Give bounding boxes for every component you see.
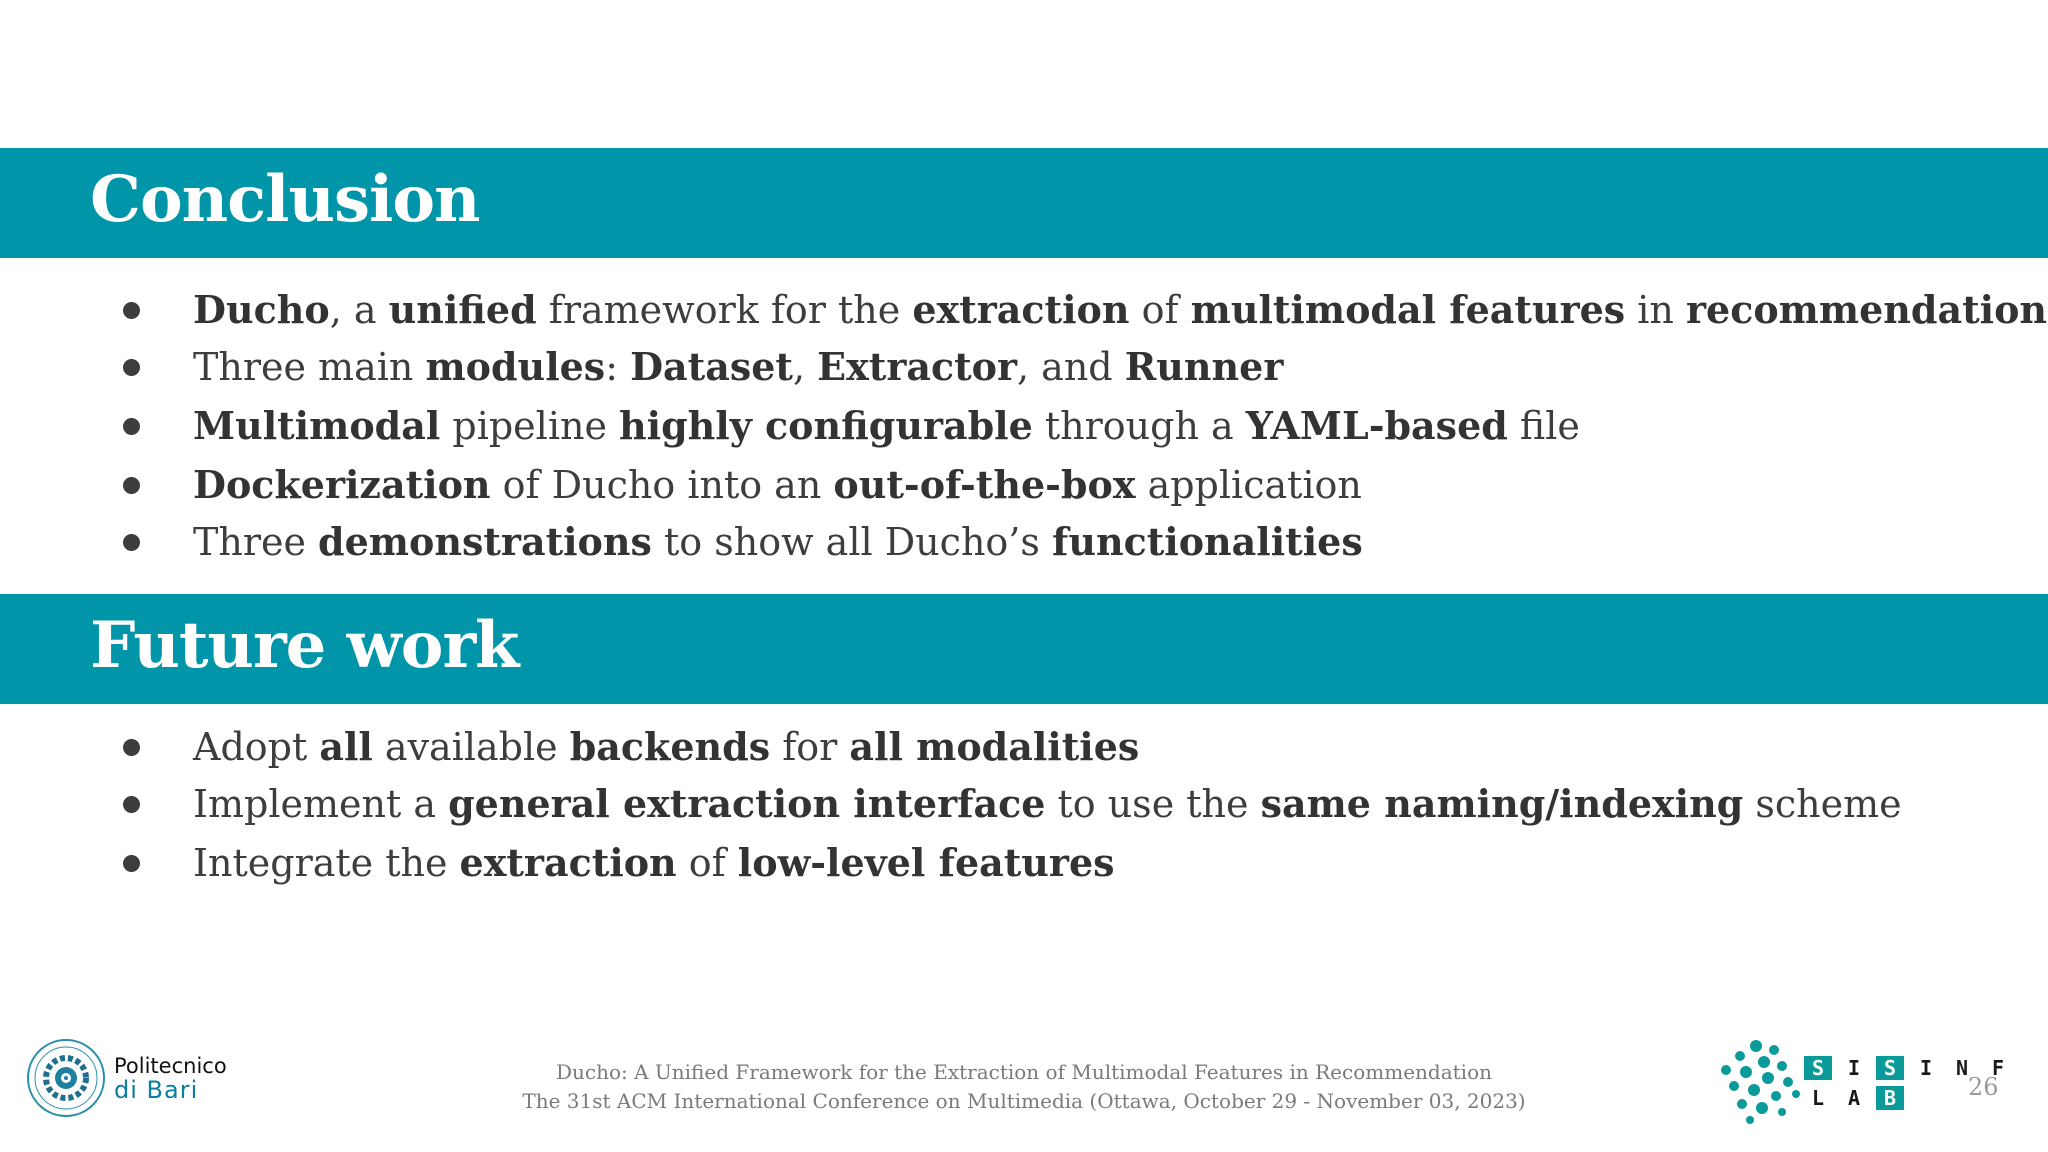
bullet-dot-icon <box>123 739 140 756</box>
bullet-dot-icon <box>123 418 140 435</box>
network-dots-icon <box>1716 1036 1806 1126</box>
lab-letter: L <box>1811 1086 1825 1110</box>
bullet-text: Three main modules: Dataset, Extractor, and Runner <box>193 344 1284 389</box>
bullet-text: Multimodal pipeline highly configurable through a YAML-based file <box>193 403 1580 448</box>
bullet-text: Ducho, a unified framework for the extraction of multimodal features in recommendation <box>193 287 2048 332</box>
lab-letter: B <box>1876 1086 1904 1110</box>
lab-row <box>1804 1086 2020 1112</box>
bullet-dot-icon <box>123 534 140 551</box>
bullet-dot-icon <box>123 855 140 872</box>
bullet-dot-icon <box>123 477 140 494</box>
politecnico-di-bari-logo <box>26 1036 226 1126</box>
page-number: 26 <box>1968 1073 1999 1101</box>
bullet-text: Implement a general extraction interface to use the same naming/indexing scheme <box>193 781 1902 826</box>
bullet-dot-icon <box>123 359 140 376</box>
sisinf-wordmark <box>1804 1056 2020 1116</box>
footer-conference-line: The 31st ACM International Conference on Multimedia (Ottawa, October 29 - November 03, 2023) <box>522 1089 1526 1113</box>
sisinf-letter: F <box>1991 1056 2005 1080</box>
bullet-text: Adopt all available backends for all modalities <box>193 724 1140 769</box>
sisinf-letter: S <box>1876 1056 1904 1080</box>
future-work-title: Future work <box>90 608 519 683</box>
sisinf-letter: S <box>1804 1056 1832 1080</box>
bullet-dot-icon <box>123 796 140 813</box>
politecnico-line2: di Bari <box>114 1076 199 1104</box>
politecnico-wordmark <box>114 1054 227 1102</box>
sisinf-letter: I <box>1919 1056 1933 1080</box>
lab-letter: A <box>1847 1086 1861 1110</box>
politecnico-seal-icon <box>26 1036 106 1120</box>
conclusion-header-band <box>0 148 2048 258</box>
bullet-text: Dockerization of Ducho into an out-of-the-box application <box>193 462 1362 507</box>
politecnico-line1: Politecnico <box>114 1054 227 1078</box>
footer-title-line: Ducho: A Unified Framework for the Extraction of Multimodal Features in Recommendation <box>555 1060 1492 1084</box>
sisinf-row <box>1804 1056 2020 1082</box>
conclusion-title: Conclusion <box>90 162 480 237</box>
bullet-text: Three demonstrations to show all Ducho’s functionalities <box>193 519 1363 564</box>
bullet-text: Integrate the extraction of low-level features <box>193 840 1115 885</box>
sisinf-letter: N <box>1955 1056 1969 1080</box>
sisinf-letter: I <box>1847 1056 1861 1080</box>
future-work-header-band <box>0 594 2048 704</box>
bullet-dot-icon <box>123 302 140 319</box>
